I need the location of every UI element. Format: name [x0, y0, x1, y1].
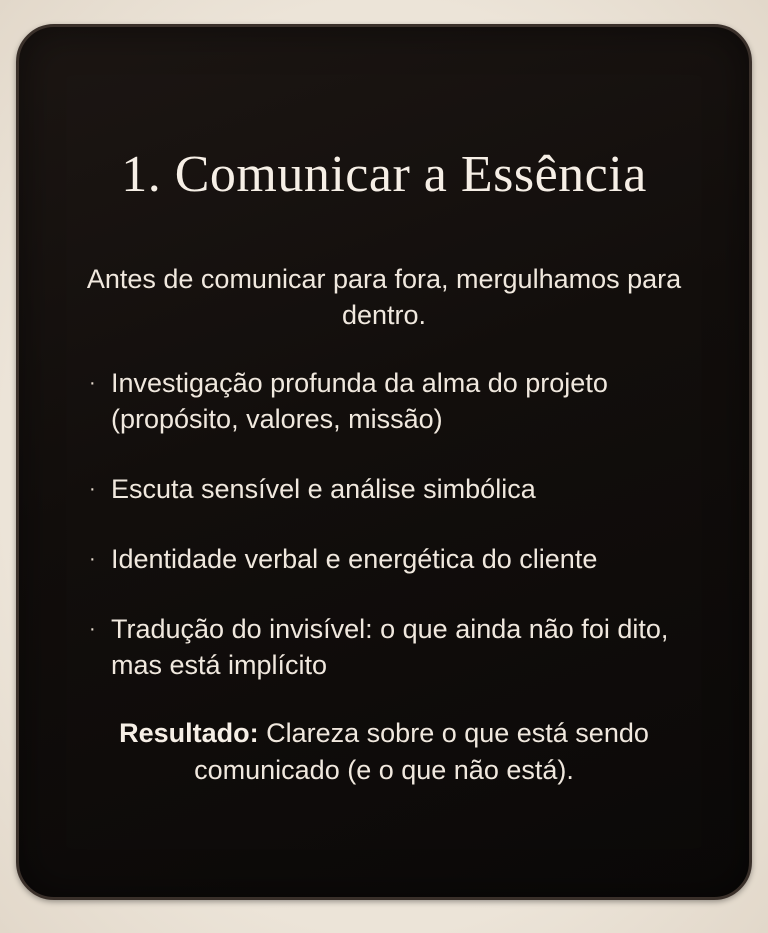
result-text: Clareza sobre o que está sendo comunicado (e o que não está).	[194, 718, 649, 785]
list-item	[89, 541, 689, 577]
list-item-text: Escuta sensível e análise simbólica	[111, 474, 536, 504]
list-item	[89, 365, 689, 437]
list-item-text: Tradução do invisível: o que ainda não foi dito, mas está implícito	[111, 614, 669, 680]
result-statement	[89, 715, 679, 789]
list-item	[89, 611, 689, 683]
bullet-icon: ·	[89, 478, 96, 500]
bullet-icon: ·	[89, 618, 96, 640]
list-item-text: Identidade verbal e energética do cliente	[111, 544, 598, 574]
card-title: 1. Comunicar a Essência	[121, 146, 647, 203]
intro-text: Antes de comunicar para fora, mergulhamos para dentro.	[86, 264, 682, 330]
content-card	[16, 24, 752, 900]
list-item-text: Investigação profunda da alma do projeto (propósito, valores, missão)	[111, 368, 608, 434]
bullet-icon: ·	[89, 548, 96, 570]
result-label: Resultado:	[119, 718, 259, 748]
bullet-icon: ·	[89, 372, 96, 394]
list-item	[89, 471, 689, 507]
feature-list	[89, 365, 689, 717]
